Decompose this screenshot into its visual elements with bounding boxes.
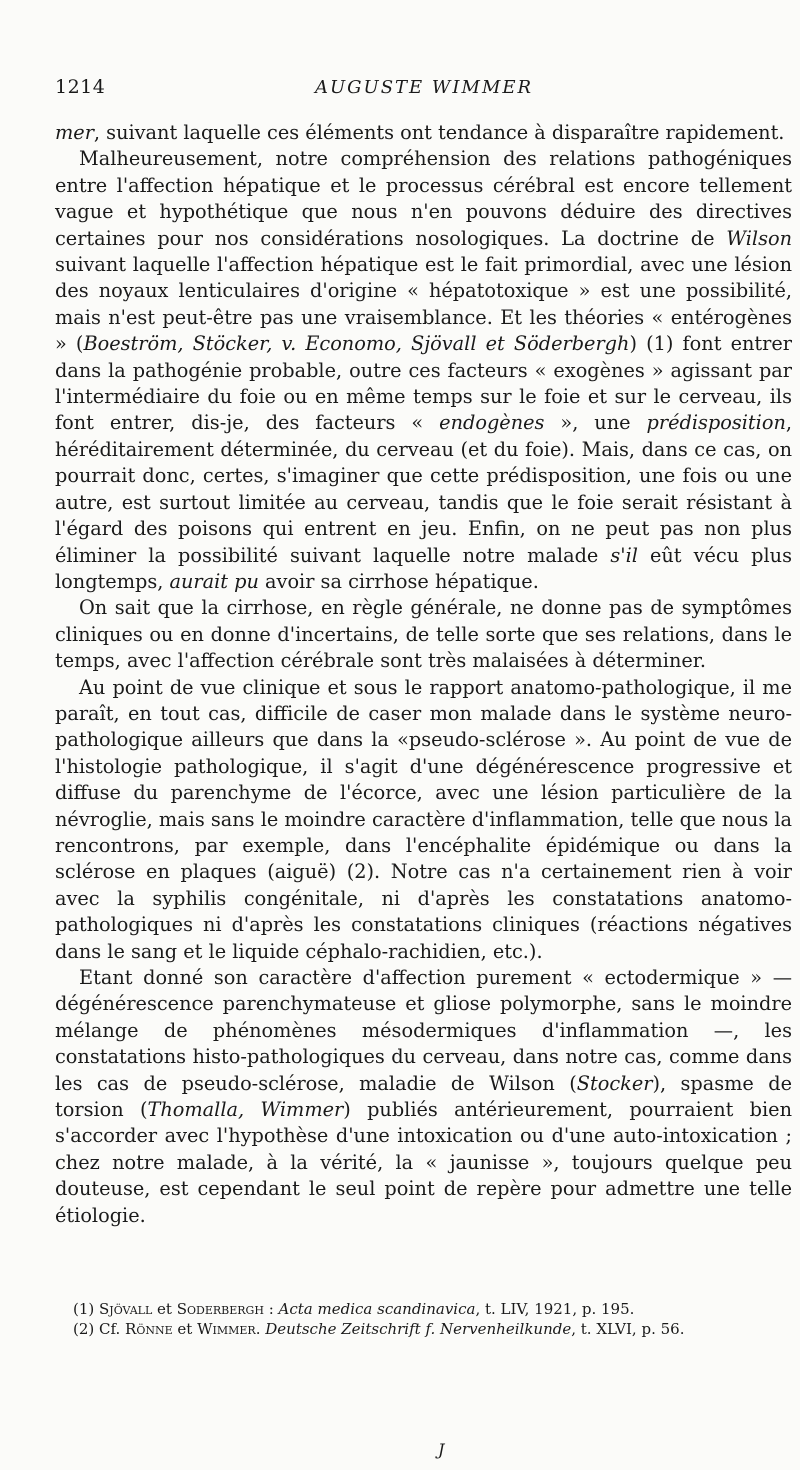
footnote-text-run: et bbox=[172, 1320, 198, 1339]
paragraph-text-run: prédisposition bbox=[646, 411, 786, 435]
footnote-text-run: Acta medica scandinavica bbox=[278, 1300, 476, 1319]
running-head: AUGUSTE WIMMER bbox=[315, 77, 534, 98]
page bbox=[55, 76, 792, 1339]
paragraph-text-run: ) publiés antérieurement, pourraient bien s'accorder avec l'hypothèse d'une intoxication ou d'une auto-intoxication ; chez notre malade, à la vérité, la « jaunisse », toujours quelque peu douteuse, est cependant le seul point de repère pour admettre une telle étiologie. bbox=[55, 1098, 792, 1227]
footnote-text-run: Soderbergh bbox=[176, 1300, 264, 1319]
page-number: 1214 bbox=[55, 76, 106, 98]
footnote-text-run: et bbox=[152, 1300, 177, 1319]
paragraph bbox=[55, 146, 792, 595]
paragraph bbox=[55, 965, 792, 1229]
paragraph-text-run: endogènes bbox=[439, 411, 545, 435]
paragraph-text-run: mer bbox=[55, 121, 94, 144]
footnote-text-run: : bbox=[263, 1300, 279, 1319]
footnote-text-run: , t. XLVI, p. 56. bbox=[571, 1320, 685, 1339]
body-text bbox=[55, 120, 792, 1229]
footnote-text-run: Sjövall bbox=[99, 1300, 153, 1319]
paragraph-text-run: », une bbox=[544, 411, 647, 435]
paragraph-text-run: ) (1) font entrer dans la pathogénie probable, outre ces facteurs « exogènes » agissant par l'intermédiaire du foie ou en même temps sur le foie et sur le cerveau, ils font entrer, dis-je, des facteurs « bbox=[55, 332, 792, 435]
paragraph-text-run: Wilson bbox=[726, 226, 792, 250]
footnote-text-run: . bbox=[255, 1320, 266, 1339]
paragraph-text-run: avoir sa cirrhose hépatique. bbox=[258, 569, 539, 593]
footnote-text-run: Deutsche Zeitschrift f. Nervenheilkunde bbox=[265, 1320, 572, 1339]
footnote-text-run: Wimmer bbox=[197, 1320, 256, 1339]
paragraph bbox=[55, 675, 792, 965]
signature-mark: J bbox=[438, 1440, 445, 1459]
paragraph-text-run: aurait pu bbox=[169, 569, 259, 593]
paragraph-text-run: Boeström, Stöcker, v. Economo, Sjövall et Söderbergh bbox=[83, 332, 630, 356]
paragraph-text-run: Malheureusement, notre compréhension des relations pathogéniques entre l'affection hépatique et le processus cérébral est encore tellement vague et hypothétique que nous n'en pouvons déduire des directives certaines pour nos considérations nosologiques. La doctrine de bbox=[55, 147, 792, 250]
paragraph bbox=[55, 595, 792, 674]
footnotes bbox=[55, 1299, 792, 1339]
paragraph-text-run: s'il bbox=[610, 543, 638, 567]
paragraph bbox=[55, 120, 792, 146]
footnote-text-run: (1) bbox=[73, 1300, 100, 1319]
footnote-text-run: , t. LIV, 1921, p. 195. bbox=[475, 1300, 635, 1319]
page-header bbox=[55, 76, 792, 110]
paragraph-text-run: On sait que la cirrhose, en règle générale, ne donne pas de symptômes cliniques ou en donne d'incertains, de telle sorte que ses relations, dans le temps, avec l'affection cérébrale sont très malaisées à déterminer. bbox=[55, 596, 792, 673]
paragraph-text-run: , suivant laquelle ces éléments ont tendance à disparaître rapidement. bbox=[93, 121, 785, 144]
paragraph-text-run: eût vécu plus longtemps, bbox=[55, 543, 792, 593]
footnote-text-run: Rönne bbox=[125, 1320, 173, 1339]
footnote bbox=[55, 1319, 792, 1339]
paragraph-text-run: Au point de vue clinique et sous le rapport anatomo-pathologique, il me paraît, en tout cas, difficile de caser mon malade dans le système neuro-pathologique ailleurs que dans la «pseudo-sclérose ». Au point de vue de l'histologie pathologique, il s'agit d'une dégénérescence progressive et diffuse du parenchyme de l'écorce, avec une lésion particulière de la névroglie, mais sans le moindre caractère d'inflammation, telle que nous la rencontrons, par exemple, dans l'encéphalite épidémique ou dans la sclérose en plaques (aiguë) (2). Notre cas n'a certainement rien à voir avec la syphilis congénitale, ni d'après les constatations anatomo-pathologiques ni d'après les constatations cliniques (réactions négatives dans le sang et le liquide céphalo-rachidien, etc.). bbox=[55, 675, 792, 963]
footnote-text-run: (2) Cf. bbox=[73, 1320, 126, 1339]
footnote bbox=[55, 1299, 792, 1319]
paragraph-text-run: Stocker bbox=[576, 1071, 653, 1095]
paragraph-text-run: Thomalla, Wimmer bbox=[147, 1098, 344, 1122]
paragraph-text-run: ), spasme de torsion ( bbox=[55, 1071, 793, 1122]
paragraph-text-run: suivant laquelle l'affection hépatique est le fait primordial, avec une lésion des noyaux lenticulaires d'origine « hépatotoxique » est une possibilité, mais n'est peut-être pas une vraisemblance. Et les théories « entérogènes » ( bbox=[55, 253, 792, 356]
paragraph-text-run: , héréditairement déterminée, du cerveau (et du foie). Mais, dans ce cas, on pourrait donc, certes, s'imaginer que cette prédisposition, une fois ou une autre, est surtout limitée au cerveau, tandis que le foie serait résistant à l'égard des poisons qui entrent en jeu. Enfin, on ne peut pas non plus éliminer la possibilité suivant laquelle notre malade bbox=[55, 411, 792, 567]
paragraph-text-run: Etant donné son caractère d'affection purement « ectodermique » — dégénérescence parenchymateuse et gliose polymorphe, sans le moindre mélange de phénomènes mésodermiques d'inflammation —, les constatations histo-pathologiques du cerveau, dans notre cas, comme dans les cas de pseudo-sclérose, maladie de Wilson ( bbox=[55, 966, 792, 1095]
